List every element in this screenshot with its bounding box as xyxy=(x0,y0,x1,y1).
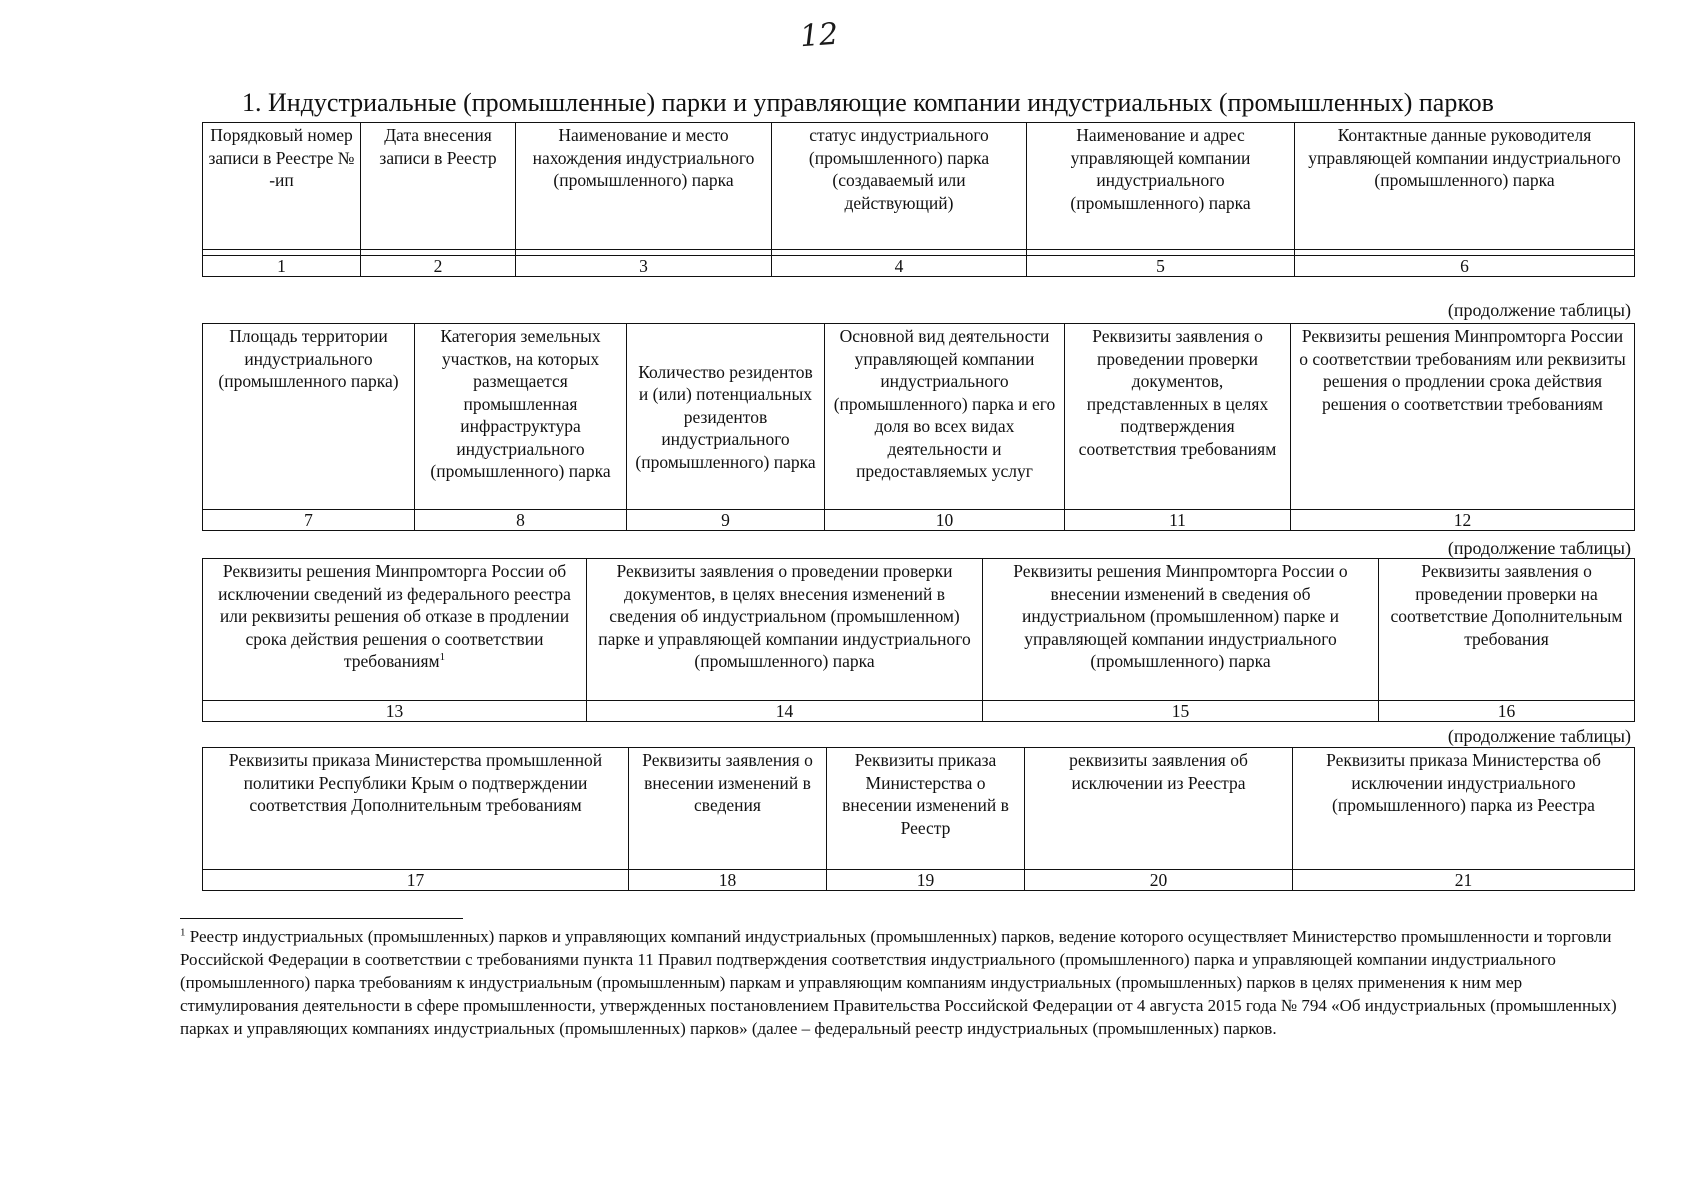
registry-table-part-1 xyxy=(202,122,1635,277)
column-number: 2 xyxy=(361,256,516,277)
header-cell: Наименование и адрес управляющей компании индустриального (промышленного) парка xyxy=(1027,123,1295,250)
header-cell: статус индустриального (промышленного) парка (создаваемый или действующий) xyxy=(772,123,1027,250)
header-cell: Площадь территории индустриального (промышленного парка) xyxy=(203,324,415,510)
header-cell: Реквизиты решения Минпромторга России о внесении изменений в сведения об индустриальном (промышленном) парке и управляющей компании индустриального (промышленного) парка xyxy=(983,559,1379,701)
column-number: 5 xyxy=(1027,256,1295,277)
continuation-label: (продолжение таблицы) xyxy=(1447,726,1631,746)
column-number: 11 xyxy=(1065,510,1291,531)
column-number: 1 xyxy=(203,256,361,277)
header-row xyxy=(203,324,1635,510)
column-number: 20 xyxy=(1025,870,1293,891)
header-row xyxy=(203,123,1635,250)
column-number: 10 xyxy=(825,510,1065,531)
header-cell: Реквизиты решения Минпромторга России о соответствии требованиям или реквизиты решения о продлении срока действия решения о соответствии требованиям xyxy=(1291,324,1635,510)
footnote-mark: 1 xyxy=(180,926,186,939)
continuation-label: (продолжение таблицы) xyxy=(1447,538,1631,558)
column-number: 9 xyxy=(627,510,825,531)
column-number-row xyxy=(203,256,1635,277)
header-cell: Количество резидентов и (или) потенциальных резидентов индустриального (промышленного) парка xyxy=(627,324,825,510)
column-number: 16 xyxy=(1379,701,1635,722)
column-number: 4 xyxy=(772,256,1027,277)
header-cell: Реквизиты приказа Министерства промышленной политики Республики Крым о подтверждении соответствия Дополнительным требованиям xyxy=(203,748,629,870)
header-text: Реквизиты решения Минпромторга России об исключении сведений из федерального реестра или реквизиты решения об отказе в продлении срока действия решения о соответствии требованиям xyxy=(218,561,571,671)
footnote-reference: 1 xyxy=(439,651,446,664)
registry-table-part-4 xyxy=(202,747,1635,891)
column-number: 3 xyxy=(516,256,772,277)
column-number: 21 xyxy=(1293,870,1635,891)
column-number: 7 xyxy=(203,510,415,531)
column-number: 6 xyxy=(1295,256,1635,277)
column-number-row xyxy=(203,870,1635,891)
section-heading: 1. Индустриальные (промышленные) парки и управляющие компании индустриальных (промышленных) парков xyxy=(242,88,1494,117)
column-number: 17 xyxy=(203,870,629,891)
registry-table-part-2 xyxy=(202,323,1635,531)
header-cell: Порядковый номер записи в Реестре № -ип xyxy=(203,123,361,250)
column-number: 13 xyxy=(203,701,587,722)
column-number: 12 xyxy=(1291,510,1635,531)
column-number-row xyxy=(203,701,1635,722)
header-row xyxy=(203,748,1635,870)
column-number-row xyxy=(203,510,1635,531)
column-number: 14 xyxy=(587,701,983,722)
column-number: 8 xyxy=(415,510,627,531)
registry-table-part-3 xyxy=(202,558,1635,722)
header-cell: Реквизиты заявления о внесении изменений в сведения xyxy=(629,748,827,870)
footnote-separator xyxy=(180,918,463,919)
header-cell: Дата внесения записи в Реестр xyxy=(361,123,516,250)
continuation-label: (продолжение таблицы) xyxy=(1447,300,1631,320)
footnote xyxy=(180,925,1620,1040)
header-cell: Контактные данные руководителя управляющей компании индустриального (промышленного) парка xyxy=(1295,123,1635,250)
header-cell: Реквизиты приказа Министерства о внесении изменений в Реестр xyxy=(827,748,1025,870)
header-cell: Основной вид деятельности управляющей компании индустриального (промышленного) парка и его доля во всех видах деятельности и предоставляемых услуг xyxy=(825,324,1065,510)
header-cell: Реквизиты приказа Министерства об исключении индустриального (промышленного) парка из Реестра xyxy=(1293,748,1635,870)
footnote-text: Реестр индустриальных (промышленных) парков и управляющих компаний индустриальных (промышленных) парков, ведение которого осуществляет Министерство промышленности и торговли Российской Федерации в соответствии с требованиями пункта 11 Правил подтверждения соответствия индустриального (промышленного) парка и управляющей компании индустриального (промышленного) парка требованиям к индустриальным (промышленным) паркам и управляющим компаниям индустриальных (промышленных) парков в целях применения к ним мер стимулирования деятельности в сфере промышленности, утвержденных постановлением Правительства Российской Федерации от 4 августа 2015 года № 794 «Об индустриальных (промышленных) парках и управляющих компаниях индустриальных (промышленных) парков» (далее – федеральный реестр индустриальных (промышленных) парков. xyxy=(180,927,1617,1038)
page-number: 12 xyxy=(798,16,840,55)
header-cell: Реквизиты заявления о проведении проверки документов, в целях внесения изменений в сведения об индустриальном (промышленном) парке и управляющей компании индустриального (промышленного) парка xyxy=(587,559,983,701)
header-cell: Реквизиты заявления о проведении проверки на соответствие Дополнительным требования xyxy=(1379,559,1635,701)
column-number: 18 xyxy=(629,870,827,891)
header-cell xyxy=(203,559,587,701)
column-number: 19 xyxy=(827,870,1025,891)
header-cell: Наименование и место нахождения индустриального (промышленного) парка xyxy=(516,123,772,250)
column-number: 15 xyxy=(983,701,1379,722)
header-row xyxy=(203,559,1635,701)
header-cell: Реквизиты заявления о проведении проверки документов, представленных в целях подтверждения соответствия требованиям xyxy=(1065,324,1291,510)
header-cell: реквизиты заявления об исключении из Реестра xyxy=(1025,748,1293,870)
header-cell: Категория земельных участков, на которых размещается промышленная инфраструктура индустриального (промышленного) парка xyxy=(415,324,627,510)
